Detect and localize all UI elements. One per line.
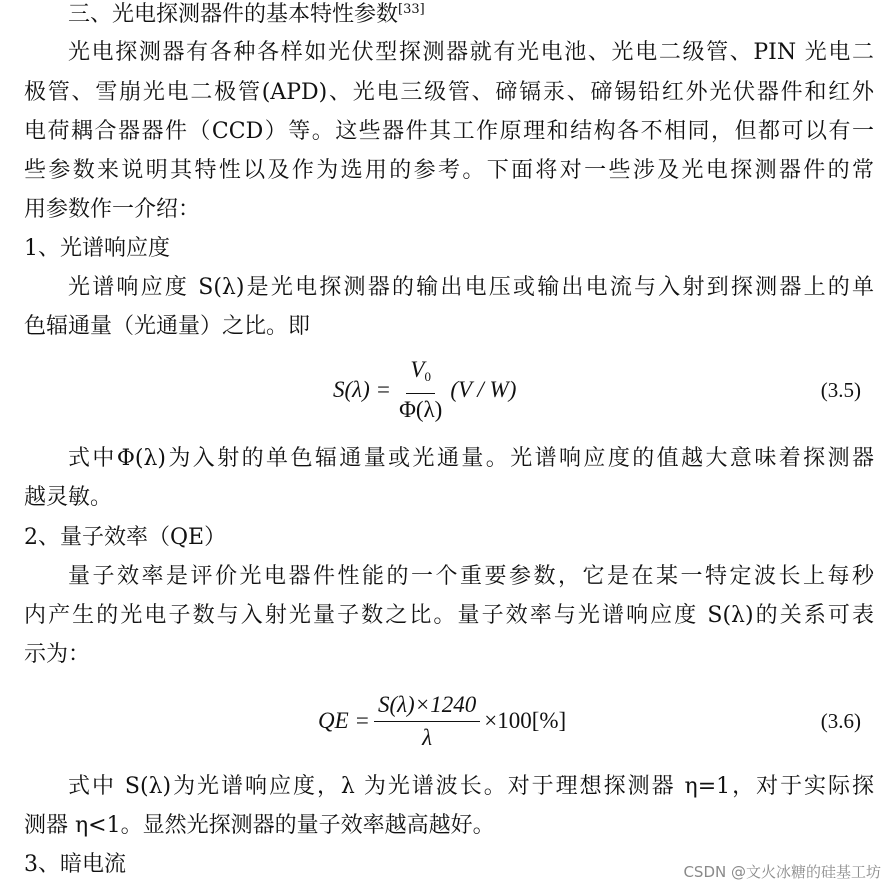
item1-note-line-2: 越灵敏。 (24, 485, 113, 510)
item1-para-line-2: 色辐通量（光通量）之比。即 (24, 314, 311, 339)
citation-ref: [33] (398, 2, 425, 17)
eq35-numerator: V (410, 357, 425, 382)
eq36-numerator: S(λ)×1240 (374, 691, 480, 722)
item1-heading: 1、光谱响应度 (24, 236, 170, 261)
item1-para-line-1: 光谱响应度 S(λ)是光电探测器的输出电压或输出电流与入射到探测器上的单 (68, 275, 874, 300)
intro-line-3: 电荷耦合器器件（CCD）等。这些器件其工作原理和结构各不相同，但都可以有一 (24, 119, 874, 144)
eq36-rhs: ×100[%] (484, 708, 567, 733)
intro-line-5: 用参数作一介绍： (24, 197, 201, 222)
item2-note-line-1: 式中 S(λ)为光谱响应度，λ 为光谱波长。对于理想探测器 η=1，对于实际探 (68, 774, 874, 799)
item2-note-line-2: 测器 η<1。显然光探测器的量子效率越高越好。 (24, 813, 495, 838)
section-heading (68, 0, 874, 30)
eq36-denominator: λ (422, 724, 433, 750)
item2-para-line-1: 量子效率是评价光电器件性能的一个重要参数，它是在某一特定波长上每秒 (68, 564, 874, 589)
eq36-lhs: QE = (318, 708, 370, 733)
eq35-denominator: Φ(λ) (399, 397, 443, 422)
section-title: 三、光电探测器件的基本特性参数 (68, 2, 399, 27)
eq35-number: (3.5) (820, 377, 861, 402)
item1-note-line-1: 式中Φ(λ)为入射的单色辐通量或光通量。光谱响应度的值越大意味着探测器 (68, 446, 874, 471)
eq36-fraction (374, 691, 480, 752)
equation-3-5 (0, 355, 895, 425)
csdn-watermark: CSDN @文火冰糖的硅基工坊 (683, 863, 881, 881)
eq35-unit: (V / W) (450, 377, 517, 402)
item2-para-line-2: 内产生的光电子数与入射光量子数之比。量子效率与光谱响应度 S(λ)的关系可表 (24, 603, 874, 628)
eq35-lhs: S(λ) = (333, 377, 392, 402)
eq35-numerator-sub: 0 (424, 369, 431, 384)
item2-para-line-3: 示为： (24, 642, 91, 667)
eq35-fraction (395, 356, 446, 424)
equation-3-6 (0, 686, 895, 756)
intro-line-2: 极管、雪崩光电二极管(APD)、光电三级管、碲镉汞、碲锡铅红外光伏器件和红外 (24, 80, 874, 105)
eq36-number: (3.6) (820, 708, 861, 733)
item2-heading: 2、量子效率（QE） (24, 525, 227, 550)
item3-heading: 3、暗电流 (24, 852, 126, 877)
intro-line-4: 些参数来说明其特性以及作为选用的参考。下面将对一些涉及光电探测器件的常 (24, 158, 874, 183)
intro-line-1: 光电探测器有各种各样如光伏型探测器就有光电池、光电二级管、PIN 光电二 (68, 40, 874, 65)
